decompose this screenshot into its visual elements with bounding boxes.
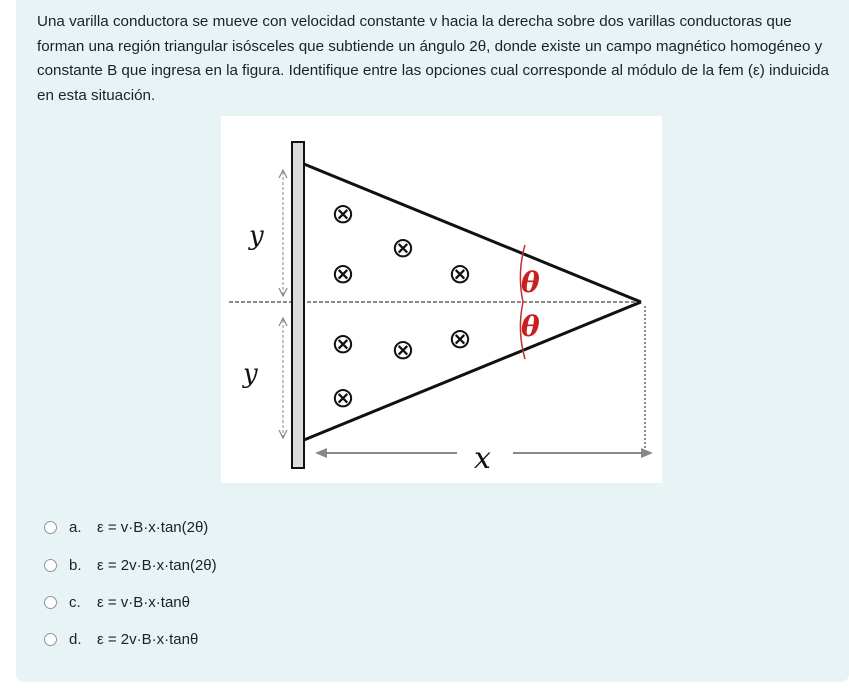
moving-rod xyxy=(292,142,304,468)
field-into-page-icon: ⊗ xyxy=(331,327,355,360)
radio-button[interactable] xyxy=(44,633,57,646)
option-letter: c. xyxy=(69,593,81,611)
field-into-page-icon: ⊗ xyxy=(448,257,472,290)
option-c[interactable] xyxy=(44,590,444,614)
field-into-page-icon: ⊗ xyxy=(331,257,355,290)
radio-button[interactable] xyxy=(44,559,57,572)
field-into-page-icon: ⊗ xyxy=(391,231,415,264)
field-into-page-icon: ⊗ xyxy=(331,197,355,230)
field-into-page-icon: ⊗ xyxy=(331,381,355,414)
field-into-page-icon: ⊗ xyxy=(448,322,472,355)
label-y-bottom: y xyxy=(243,359,258,389)
option-text: ε = 2v·B·x·tan(2θ) xyxy=(97,556,217,574)
label-theta-top: θ xyxy=(521,266,540,299)
question-text: Una varilla conductora se mueve con velocidad constante v hacia la derecha sobre dos varillas conductoras que forman una región triangular isósceles que subtiende un ángulo 2θ, donde existe un campo magnético homogéneo y constante B que ingresa en la figura. Identifique entre las opciones cual corresponde al módulo de la fem (ε) induicida en esta situación. xyxy=(37,13,829,104)
physics-figure xyxy=(221,116,662,483)
radio-button[interactable] xyxy=(44,521,57,534)
option-text: ε = v·B·x·tanθ xyxy=(97,593,190,611)
option-text: ε = v·B·x·tan(2θ) xyxy=(97,518,209,536)
radio-button[interactable] xyxy=(44,596,57,609)
option-a[interactable] xyxy=(44,515,444,539)
option-d[interactable] xyxy=(44,627,444,651)
field-into-page-icon: ⊗ xyxy=(391,333,415,366)
option-b[interactable] xyxy=(44,553,444,577)
label-x: x xyxy=(474,441,491,476)
option-letter: a. xyxy=(69,518,82,536)
label-y-top: y xyxy=(249,221,264,251)
option-text: ε = 2v·B·x·tanθ xyxy=(97,630,199,648)
option-letter: b. xyxy=(69,556,82,574)
option-letter: d. xyxy=(69,630,82,648)
label-theta-bottom: θ xyxy=(521,310,540,343)
